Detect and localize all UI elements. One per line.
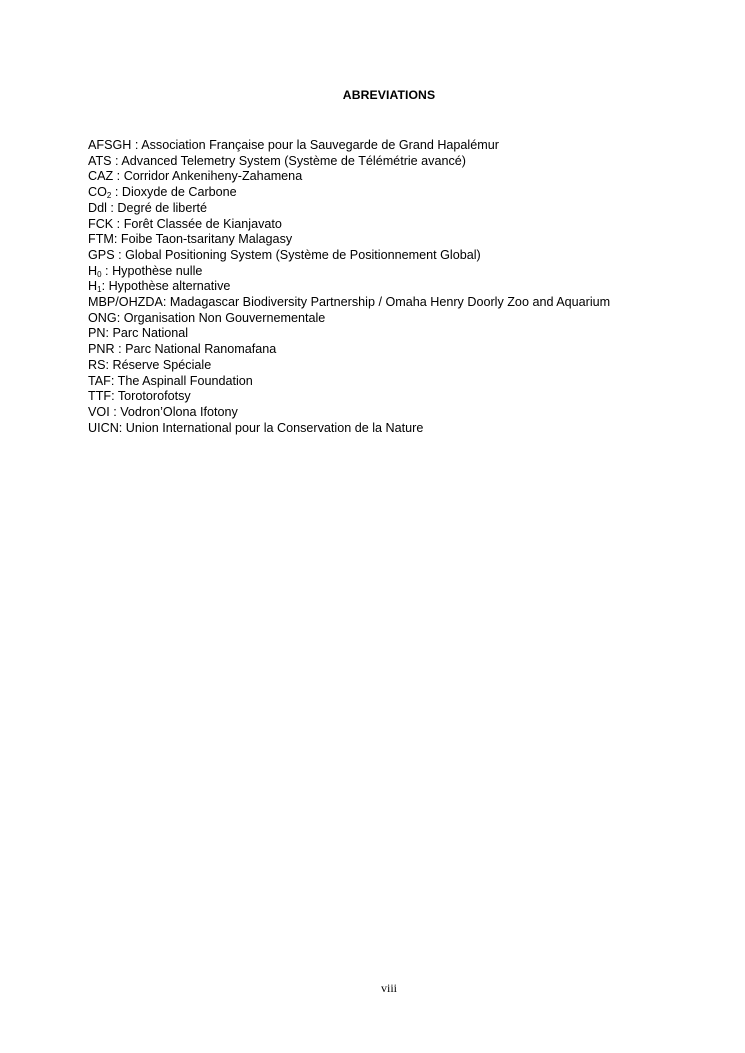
abbreviation-item [88, 169, 708, 185]
abbreviation-term: RS [88, 357, 106, 372]
abbreviation-item [88, 248, 708, 264]
abbreviation-definition: The Aspinall Foundation [117, 373, 253, 388]
abbreviation-separator: : [101, 279, 109, 294]
abbreviation-item [88, 311, 708, 327]
abbreviation-definition: Association Française pour la Sauvegarde de Grand Hapalémur [141, 138, 499, 152]
abbreviation-separator: : [101, 263, 113, 278]
abbreviation-definition: Torotorofotsy [117, 389, 191, 404]
abbreviation-separator: : [111, 185, 122, 200]
abbreviation-term: CO [88, 185, 107, 200]
abbreviation-definition: Parc National Ranomafana [125, 342, 277, 357]
abbreviation-definition: Réserve Spéciale [112, 357, 212, 372]
abbreviation-definition: Foibe Taon-tsaritany Malagasy [120, 232, 293, 247]
abbreviation-term: FTM [88, 232, 114, 247]
abbreviation-definition: Hypothèse nulle [112, 263, 203, 278]
abbreviation-separator: : [111, 389, 118, 404]
abbreviation-separator: : [106, 200, 118, 215]
abbreviation-term: VOI [88, 404, 110, 419]
abbreviation-definition: Forêt Classée de Kianjavato [123, 216, 282, 231]
abbreviation-separator: : [105, 326, 113, 341]
abbreviation-separator: : [118, 420, 126, 435]
abbreviation-item [88, 405, 708, 421]
abbreviation-separator: : [113, 169, 124, 184]
abbreviation-term: H [88, 263, 98, 278]
abbreviation-item [88, 201, 708, 217]
abbreviation-item [88, 154, 708, 170]
abbreviation-separator: : [105, 357, 113, 372]
abbreviation-subscript: 0 [97, 269, 102, 279]
abbreviation-separator: : [113, 232, 121, 247]
abbreviation-term: H [88, 279, 98, 294]
abbreviation-item [88, 326, 708, 342]
abbreviation-separator: : [114, 247, 126, 262]
abbreviation-term: FCK [88, 216, 114, 231]
abbreviation-term: CAZ [88, 169, 114, 184]
abbreviation-subscript: 2 [106, 191, 112, 201]
abbreviation-term: MBP/OHZDA [88, 295, 163, 310]
abbreviation-term: UICN [88, 420, 119, 435]
abbreviation-separator: : [162, 295, 170, 310]
abbreviation-definition: Dioxyde de Carbone [121, 185, 237, 200]
abbreviation-definition: Advanced Telemetry System (Système de Télémétrie avancé) [121, 153, 466, 168]
abbreviation-separator: : [131, 138, 142, 152]
page-number: viii [380, 981, 397, 995]
abbreviation-separator: : [114, 342, 126, 357]
abbreviation-term: AFSGH [88, 138, 132, 152]
abbreviation-term: TAF [88, 373, 111, 388]
abbreviation-definition: Organisation Non Gouvernementale [123, 310, 326, 325]
abbreviation-item [88, 295, 708, 311]
abbreviation-separator: : [111, 153, 122, 168]
abbreviation-item [88, 138, 708, 154]
abbreviation-term: PNR [88, 342, 115, 357]
abbreviation-item [88, 358, 708, 374]
abbreviation-definition: Madagascar Biodiversity Partnership / Omaha Henry Doorly Zoo and Aquarium [169, 295, 611, 310]
abbreviation-subscript: 1 [97, 285, 102, 295]
abbreviation-definition: Degré de liberté [117, 200, 208, 215]
abbreviation-item [88, 389, 708, 405]
abbreviation-definition: Vodron’Olona Ifotony [120, 404, 238, 419]
abbreviation-item [88, 185, 708, 201]
abbreviation-term: PN [88, 326, 106, 341]
abbreviation-term: GPS [88, 247, 115, 262]
abbreviation-term: Ddl [88, 200, 107, 215]
abbreviation-separator: : [116, 310, 124, 325]
abbreviation-item [88, 217, 708, 233]
abbreviation-definition: Union International pour la Conservation de la Nature [125, 420, 424, 435]
page-title: ABREVIATIONS [342, 88, 436, 102]
abbreviation-term: TTF [88, 389, 112, 404]
abbreviation-separator: : [110, 373, 118, 388]
abbreviation-separator: : [109, 404, 121, 419]
abbreviation-item [88, 264, 708, 280]
abbreviation-definition: Parc National [112, 326, 189, 341]
abbreviation-item [88, 232, 708, 248]
abbreviation-item [88, 342, 708, 358]
abbreviation-term: ONG [88, 310, 117, 325]
abbreviation-list [88, 138, 708, 436]
abbreviation-definition: Corridor Ankeniheny-Zahamena [123, 169, 303, 184]
abbreviation-separator: : [113, 216, 124, 231]
abbreviation-term: ATS [88, 153, 112, 168]
abbreviation-definition: Global Positioning System (Système de Positionnement Global) [125, 247, 481, 262]
abbreviation-item [88, 421, 708, 437]
abbreviation-definition: Hypothèse alternative [108, 279, 231, 294]
abbreviation-item [88, 279, 708, 295]
abbreviation-item [88, 374, 708, 390]
